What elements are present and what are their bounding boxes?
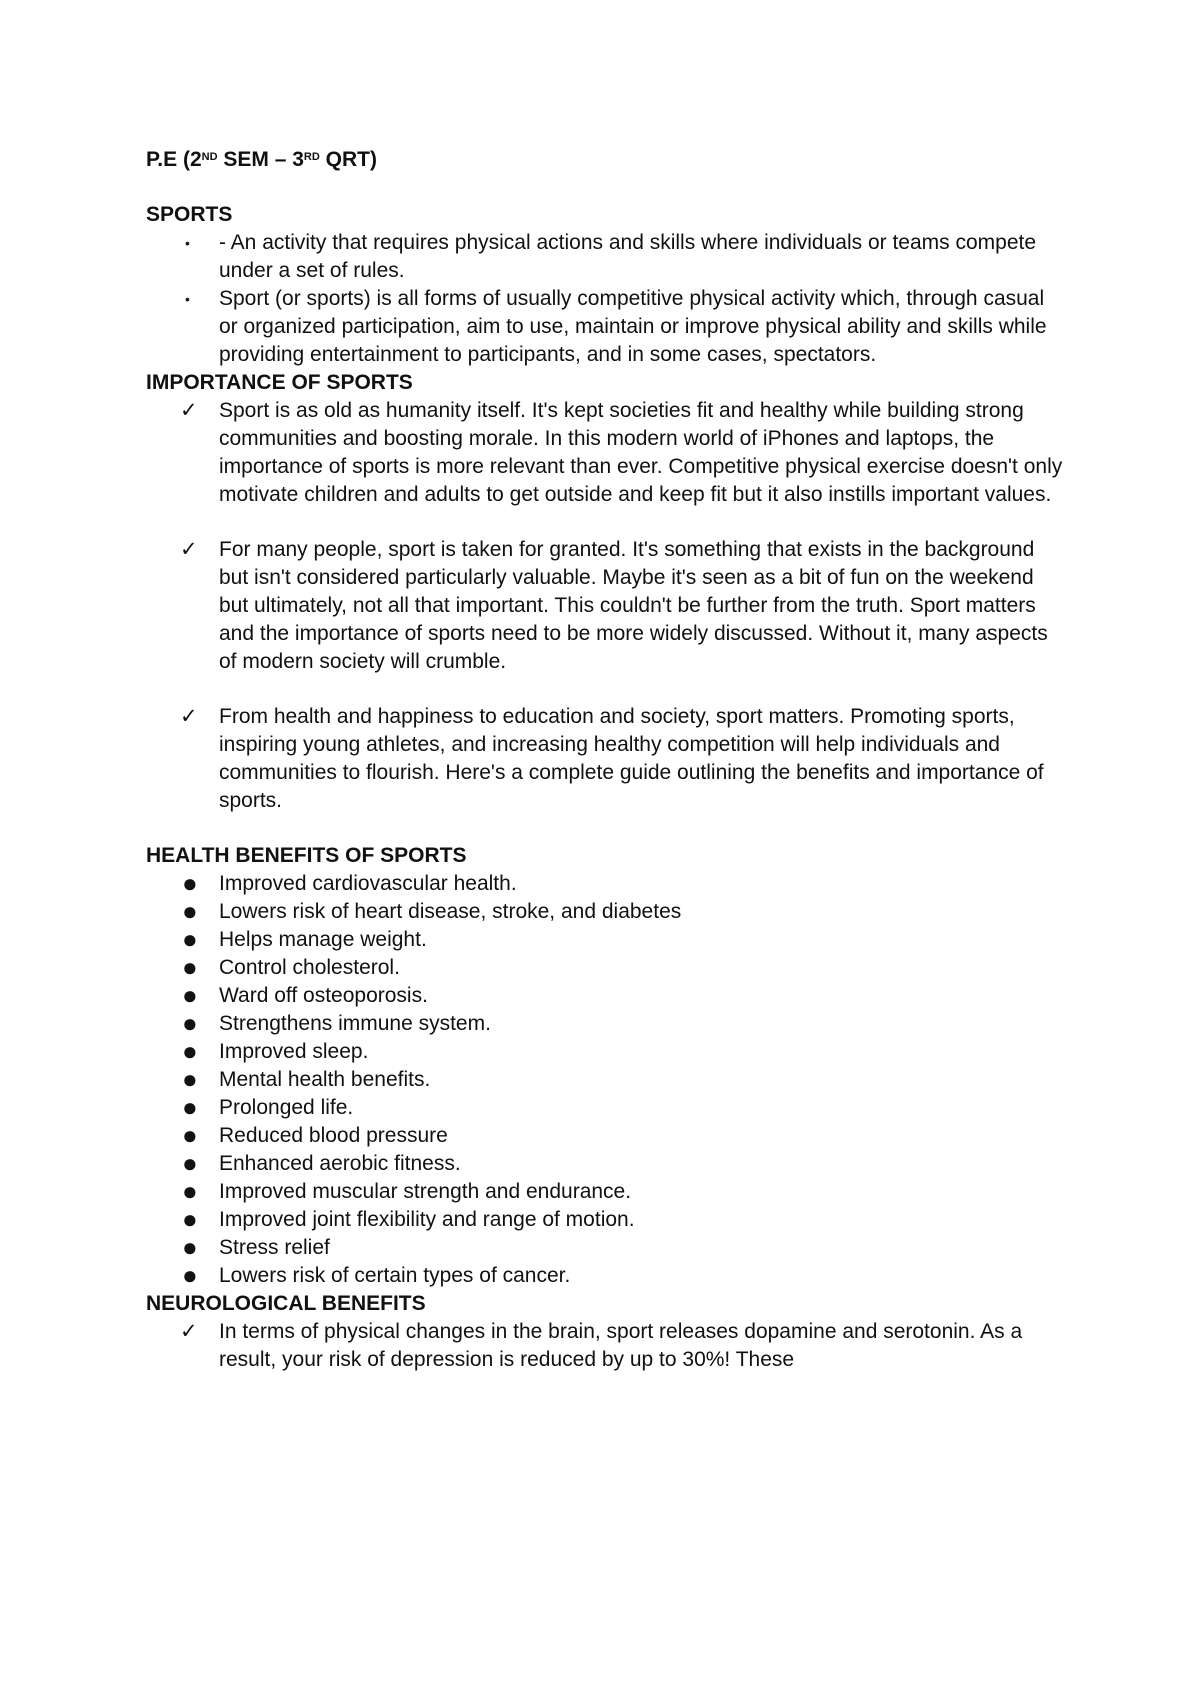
list-item: ● Improved joint flexibility and range of motion. — [182, 1204, 635, 1234]
list-item: ● Improved cardiovascular health. — [182, 868, 517, 898]
list-item: ● Enhanced aerobic fitness. — [182, 1148, 461, 1178]
bullet-icon: ● — [182, 1260, 198, 1290]
list-item: ● Prolonged life. — [182, 1092, 354, 1122]
neurological-benefits-list — [146, 1318, 1066, 1374]
document-page — [146, 146, 1066, 1374]
health-benefits-list — [146, 870, 1066, 1290]
checkmark-icon: ✓ — [180, 705, 198, 728]
list-item: ● Ward off osteoporosis. — [182, 980, 428, 1010]
bullet-icon: ● — [182, 1176, 198, 1206]
list-item: ● Lowers risk of certain types of cancer. — [182, 1260, 571, 1290]
list-item: ● Lowers risk of heart disease, stroke, and diabetes — [182, 896, 682, 926]
bullet-icon: ● — [182, 980, 198, 1010]
bullet-icon: ● — [182, 1120, 198, 1150]
sports-list — [146, 229, 1066, 369]
list-item: ✓ For many people, sport is taken for granted. It's something that exists in the background but isn't considered particularly valuable. Maybe it's seen as a bit of fun on the weekend but ultimately, not all that important. This couldn't be further from the truth. Sport matters and the importance of sports need to be more widely discussed. Without it, many aspects of modern society will crumble. — [180, 538, 1048, 673]
list-item: ● Improved sleep. — [182, 1036, 369, 1066]
bullet-icon: ● — [182, 924, 198, 954]
list-item: ● Control cholesterol. — [182, 952, 400, 982]
bullet-icon: • — [185, 291, 190, 307]
importance-heading: IMPORTANCE OF SPORTS — [146, 371, 413, 394]
bullet-icon: ● — [182, 1204, 198, 1234]
bullet-icon: ● — [182, 896, 198, 926]
list-item: ✓ Sport is as old as humanity itself. It's kept societies fit and healthy while building strong communities and boosting morale. In this modern world of iPhones and laptops, the importance of sports is more relevant than ever. Competitive physical exercise doesn't only motivate children and adults to get outside and keep fit but it also instills important values. — [180, 399, 1063, 506]
checkmark-icon: ✓ — [180, 538, 198, 561]
bullet-icon: ● — [182, 1232, 198, 1262]
list-item: ● Mental health benefits. — [182, 1064, 431, 1094]
list-item: ✓ In terms of physical changes in the brain, sport releases dopamine and serotonin. As a result, your risk of depression is reduced by up to 30%! These — [180, 1320, 1023, 1371]
bullet-icon: ● — [182, 952, 198, 982]
list-item: • - An activity that requires physical actions and skills where individuals or teams compete under a set of rules. — [185, 231, 1037, 282]
bullet-icon: ● — [182, 1036, 198, 1066]
bullet-icon: ● — [182, 1092, 198, 1122]
bullet-icon: ● — [182, 868, 198, 898]
checkmark-icon: ✓ — [180, 1320, 198, 1343]
list-item: ● Reduced blood pressure — [182, 1120, 448, 1150]
bullet-icon: ● — [182, 1064, 198, 1094]
list-item: ● Strengthens immune system. — [182, 1008, 491, 1038]
bullet-icon: ● — [182, 1008, 198, 1038]
document-title: P.E (2ND SEM – 3RD QRT) — [146, 148, 377, 171]
list-item: ● Improved muscular strength and endurance. — [182, 1176, 632, 1206]
health-benefits-heading: HEALTH BENEFITS OF SPORTS — [146, 844, 467, 867]
sports-heading: SPORTS — [146, 203, 233, 226]
bullet-icon: • — [185, 235, 190, 251]
importance-list — [146, 397, 1066, 815]
list-item: ● Helps manage weight. — [182, 924, 427, 954]
neurological-benefits-heading: NEUROLOGICAL BENEFITS — [146, 1292, 426, 1315]
list-item: ✓ From health and happiness to education and society, sport matters. Promoting sports, inspiring young athletes, and increasing healthy competition will help individuals and communities to flourish. Here's a complete guide outlining the benefits and importance of sports. — [180, 705, 1044, 812]
bullet-icon: ● — [182, 1148, 198, 1178]
list-item: • Sport (or sports) is all forms of usually competitive physical activity which, through casual or organized participation, aim to use, maintain or improve physical ability and skills while providing entertainment to participants, and in some cases, spectators. — [185, 287, 1047, 366]
list-item: ● Stress relief — [182, 1232, 330, 1262]
checkmark-icon: ✓ — [180, 399, 198, 422]
